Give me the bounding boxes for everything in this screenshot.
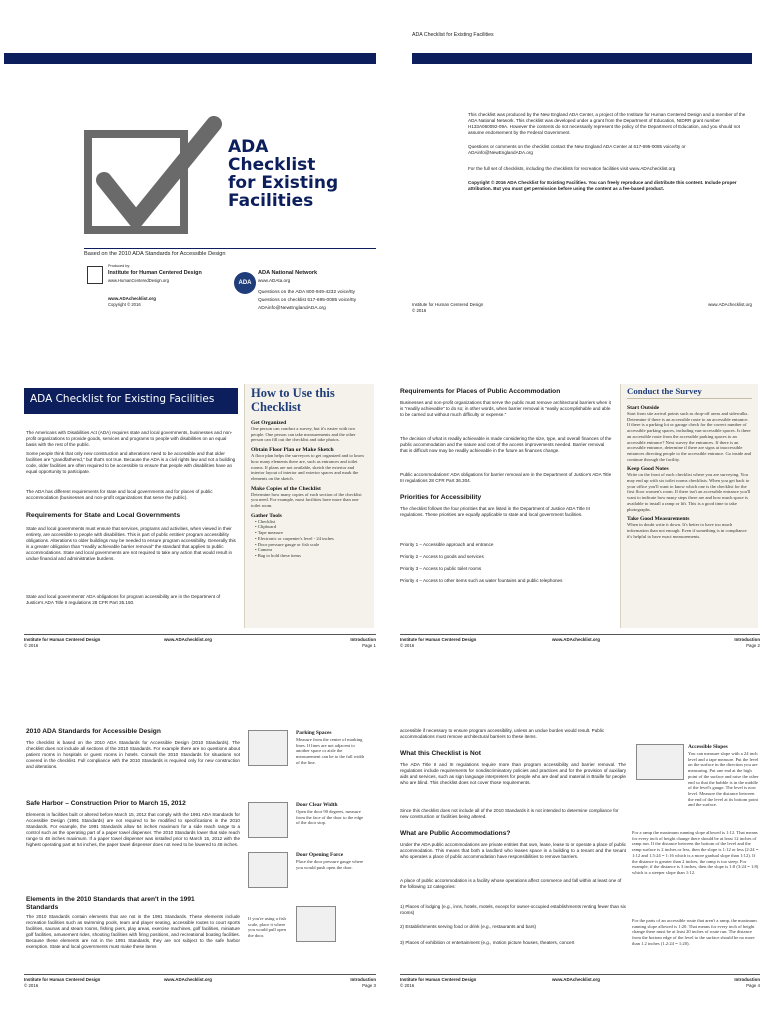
callout-fish-scale-text: If you're using a fish scale, place it where you would pull open the door. xyxy=(248,916,286,939)
page2-p3: Public accommodations' ADA obligations for barrier removal are in the Department of Justice's ADA Title III regulations 28 CFR Part 36.304. xyxy=(400,472,612,483)
page4-h1: What this Checklist is Not xyxy=(400,750,481,757)
footer-center: www.ADAchecklist.org xyxy=(552,977,600,982)
parking-measure-illustration xyxy=(248,730,288,766)
list-item: • Tape measure xyxy=(255,530,283,536)
cover-top-bar xyxy=(4,53,376,64)
page3-h1: 2010 ADA Standards for Accessible Design xyxy=(26,728,161,735)
sidebar-title: Conduct the Survey xyxy=(627,386,752,399)
list-item: • Clipboard xyxy=(255,524,277,530)
slope-measure-illustration xyxy=(636,744,684,780)
footer-center: www.ADAchecklist.org xyxy=(164,977,212,982)
list-item: • Camera xyxy=(255,547,273,553)
tool-7: Bag to hold these items xyxy=(257,552,301,558)
tool-2: Clipboard xyxy=(257,524,277,530)
info-para3: For the full set of checklists, including the checklists for recreation facilities visit www.ADAchecklist.org xyxy=(468,166,676,171)
callout-door-force-text: Place the door pressure gauge where you would push open the door. xyxy=(296,859,364,870)
tools-list xyxy=(255,519,368,559)
slopes-text-2: For a ramp the maximum running slope allowed is 1:12. That means for every inch of height change there should be at least 12 inches of ramp run. If the distance between the bottom of the level and the ramp surface is 2 inches or less, then the slope is 1:12 or less (2:24 = 1:12 and 1.5:24 = 1:16 which is a more gradual slope than 1:12). If the distance is greater than 2 inches, the ramp is too steep. For example, if the distance is 3 inches, then the slope is 1:8 (3:24 = 1:8) which is a steeper slope than 1:12. xyxy=(632,830,759,875)
tool-4: Electronic or carpenter's level - 24 inches xyxy=(257,535,334,541)
sidebar-title: How to Use this Checklist xyxy=(251,386,335,414)
footer-left2: © 2016 xyxy=(24,983,39,988)
page3-p1: The checklist is based on the 2010 ADA Standards for Accessible Design (2010 Standards). The checklist does not include all sections of the 2010 Standards. For example there are no questions about patient rooms in hospitals or guest rooms in hotels. Consult the 2010 Standards for situations not covered in the checklist. Full compliance with the 2010 Standards is required only for new construction and alterations. xyxy=(26,740,240,769)
sidebar-text-2: A floor plan helps the surveyors to get organized and to know how many elements there are, such as entrances and toilet rooms. If plans are not available, sketch the exterior and interior layout of interior and exterior spaces and mark the elements on the sketch. xyxy=(251,453,365,481)
footer-center: www.ADAchecklist.org xyxy=(552,637,600,642)
sidebar-heading-4: Gather Tools xyxy=(251,512,282,519)
sidebar-text-3: When in doubt write it down. It's better to have too much information than not enough. Even if something is in compliance it's helpful to have exact measurements. xyxy=(627,522,747,539)
page2-p2: The decision of what is readily achievable is made considering the size, type, and overall finances of the public accommodation and the nature and cost of the access improvements needed. Barrier removal that is difficult now may be readily achievable in the future as finances change. xyxy=(400,436,612,453)
page4-p3: Under the ADA public accommodations are private entities that own, lease, lease to or operate a place of public accommodation. This means that both a landlord who leases space in a building to a tenant and the tenant who operates a place of public accommodation have responsibilities to remove barriers. xyxy=(400,842,626,859)
sidebar-text-1: Start from site arrival points such as drop-off areas and sidewalks. Determine if there is an accessible route to an accessible entrance. If there is a parking lot or garage check for the correct number of accessible parking spaces, including van-accessible spaces. Is there an accessible route from the accessible parking spaces to an accessible entrance? Next survey the entrances. If there is an accessible entrance, determine if there are signs at inaccessible entrances directing people to the accessible entrance. Go inside and continue through the facility. xyxy=(627,411,751,462)
page2-p1: Businesses and non-profit organizations that serve the public must remove architectural barriers when it is "readily achievable" to do so; in other words, when barrier removal is "easily accomplishable and able to be carried out without much difficulty or expense." xyxy=(400,400,611,417)
tool-1: Checklist xyxy=(257,518,276,524)
category-item-2: 2) Establishments serving food or drink (e.g., restaurants and bars) xyxy=(400,924,537,929)
callout-door-width-text: Open the door 90 degrees, measure from the face of the door to the edge of the door stop. xyxy=(296,809,364,826)
page4-p0: accessible if necessary to ensure program accessibility, unless an undue burden would result. Public accommodations must remove architectural barriers to these items. xyxy=(400,728,605,739)
info-top-bar xyxy=(412,53,752,64)
category-item-3: 3) Places of exhibition or entertainment (e.g., motion picture houses, theaters, concert xyxy=(400,940,575,945)
footer-right: Introduction xyxy=(350,637,376,642)
footer-left: Institute for Human Centered Design xyxy=(412,302,484,307)
page1-p4: State and local governments must ensure that services, programs and activities, when viewed in their entirety, are accessible to people with disabilities. This is part of public entities' program accessibility obligations. Alterations to older buildings may be needed to ensure program accessibility. Generally this is a greater obligation than "readily achievable barrier removal" the standard that applies to public accommodations. State and local governments are not required to take any action that would result in undue financial and administrative burdens. xyxy=(26,526,236,561)
slopes-heading: Accessible Slopes xyxy=(688,744,728,750)
page4-h2: What are Public Accommodations? xyxy=(400,830,511,837)
callout-parking-heading: Parking Spaces xyxy=(296,730,332,736)
page2-sidebar xyxy=(620,384,758,628)
page3-p3: The 2010 Standards contain elements that are not in the 1991 Standards. These elements include recreation facilities such as swimming pools, team and player seating, accessible routes to court sports facilities, saunas and steam rooms, fishing piers, play areas, exercise machines, golf facilities, miniature golf facilities, amusement rides, shooting facilities with firing positions, and recreational boating facilities. Because these elements are not in the 1991 Standards, they are not subject to the safe harbor exemption. State and local governments must make these items xyxy=(26,914,240,949)
cover-title-line4: Facilities xyxy=(228,191,314,211)
tool-5: Door pressure gauge or fish scale xyxy=(257,541,320,547)
cover-page xyxy=(4,10,376,311)
info-para2: Questions or comments on the checklist contact the New England ADA Center at 617-695-0085 voice/tty or ADAinfo@NewEnglandADA.org xyxy=(468,144,686,155)
footer-right2: Page 2 xyxy=(746,643,760,648)
page3-p2: Elements in facilities built or altered before March 15, 2012 that comply with the 1991 ADA Standards for Accessible Design (1991 Standards) are not required to be modified to specifications in the 2010 Standards. For example, the 1991 Standards allow 54 inches maximum for a side reach range to a control such as the operating part of a paper towel dispenser. The 2010 Standards lower that side reach range to 48 inches maximum. If a paper towel dispenser was installed prior to March 15, 2012 with the highest operating part at 54 inches, the paper towel dispenser does not need to be lowered to 48 inches. xyxy=(26,812,240,847)
page1-footer xyxy=(24,634,376,648)
page4-p1: The ADA Title II and III regulations require more than program accessibility and barrier removal. The regulations include requirements for nondiscriminatory policies and practices and for the provision of auxiliary aids and services, such as sign language interpreters for people who are deaf and material in Braille for people who are blind. This checklist does not cover those requirements. xyxy=(400,762,626,785)
page4-footer xyxy=(400,974,760,988)
page-2 xyxy=(392,380,764,652)
list-item: • Electronic or carpenter's level - 24 inches xyxy=(255,535,334,541)
cover-title-line2: Checklist xyxy=(228,155,316,175)
footer-right: Introduction xyxy=(734,637,760,642)
page1-p2: Some people think that only new construction and alterations need to be accessible and that older facilities are "grandfathered," but that's not true. Because the ADA is a civil rights law and not a building code, older facilities are often required to be accessible to ensure that people with disabilities have an equal opportunity to participate. xyxy=(26,451,236,474)
footer-left2: © 2016 xyxy=(412,308,427,313)
sidebar-text-1: One person can conduct a survey, but it's easier with two people. One person can take measurements and the other person can fill out the checklist and take photos. xyxy=(251,426,356,443)
callout-door-width-heading: Door Clear Width xyxy=(296,802,338,808)
footer-left: Institute for Human Centered Design xyxy=(24,637,101,642)
contact-email: ADAinfo@NewEnglandADA.org xyxy=(258,306,326,311)
page2-h2: Priorities for Accessibility xyxy=(400,494,482,501)
sidebar-heading-3: Take Good Measurements xyxy=(627,516,690,523)
footer-right2: Page 1 xyxy=(362,643,376,648)
cover-title xyxy=(228,138,338,210)
cover-based-on: Based on the 2010 ADA Standards for Accessible Design xyxy=(84,248,376,257)
callout-parking-text: Measure from the center of marking lines. If lines are not adjacent to another space or aisle the measurement can be to the full width of the line. xyxy=(296,737,365,765)
footer-left2: © 2016 xyxy=(24,643,39,648)
page-3 xyxy=(4,720,376,1002)
fish-scale-illustration xyxy=(296,906,336,942)
page4-p4: A place of public accommodation is a facility whose operations affect commerce and fall within at least one of the following 12 categories: xyxy=(400,878,622,889)
footer-center: www.ADAchecklist.org xyxy=(164,637,212,642)
page3-footer xyxy=(24,974,376,988)
checkmark-logo-icon xyxy=(84,120,224,245)
footer-left: Institute for Human Centered Design xyxy=(400,637,477,642)
door-width-illustration xyxy=(248,802,288,838)
callout-door-force-heading: Door Opening Force xyxy=(296,852,344,858)
page3-h3: Elements in the 2010 Standards that aren't in the 1991 Standards xyxy=(26,896,195,911)
footer-left2: © 2016 xyxy=(400,643,415,648)
sidebar-heading-2: Obtain Floor Plan or Make Sketch xyxy=(251,447,334,454)
page3-h2: Safe Harbor – Construction Prior to March 15, 2012 xyxy=(26,800,186,807)
footer-right2: Page 3 xyxy=(362,983,376,988)
slopes-text-3: For the parts of an accessible route that aren't a ramp, the maximum running slope allowed is 1:20. That means for every inch of height change there must be at least 20 inches of route run. The distance from the bottom edge of the level to the surface should be no more than 1.2 inches (1.2:24 = 1:20). xyxy=(632,918,757,946)
footer-left2: © 2016 xyxy=(400,983,415,988)
info-para1: This checklist was produced by the New England ADA Center, a project of the Institute for Human Centered Design and a member of the ADA National Network. This checklist was developed under a grant from the Department of Education, NIDRR grant number H133A060092-09A. However the contents do not necessarily represent the policy of the Department of Education, and you should not assume endorsement by the Federal Government. xyxy=(468,112,746,135)
priority-3: Priority 3 – Access to public toilet rooms xyxy=(400,566,482,571)
footer-left: Institute for Human Centered Design xyxy=(24,977,101,982)
slopes-text-1: You can measure slope with a 24 inch level and a tape measure. Put the level on the surface in the direction you are measuring. Put one end at the high point of the surface and raise the other end so that the bubble is in the middle of the level's gauge. The level is now level. Measure the distance between the end of the level at its bottom point and the surface. xyxy=(688,751,759,808)
footer-right: Introduction xyxy=(734,977,760,982)
sidebar-text-2: Write on the front of each checklist where you are surveying. You may end up with six toilet rooms checklists. When you get back to your office you'll want to know which one is the checklist for the first floor women's room. If there isn't an accessible entrance you'll want to indicate how many steps there are and how much space is available to install a ramp or lift. This is a good time to take photographs. xyxy=(627,472,751,512)
page-1 xyxy=(4,380,376,652)
produced-by: Produced by: xyxy=(108,264,131,268)
page2-footer xyxy=(400,634,760,648)
page2-h1: Requirements for Places of Public Accommodation xyxy=(400,388,561,395)
list-item: • Door pressure gauge or fish scale xyxy=(255,541,320,547)
footer-left: Institute for Human Centered Design xyxy=(400,977,477,982)
cover-title-line3: for Existing xyxy=(228,173,339,193)
page1-banner xyxy=(24,388,238,414)
page1-banner-title: ADA Checklist for Existing Facilities xyxy=(30,393,215,405)
priority-4: Priority 4 – Access to other items such as water fountains and public telephones xyxy=(400,578,563,583)
sidebar-heading-1: Start Outside xyxy=(627,405,660,411)
ihcd-url: www.HumanCenteredDesign.org xyxy=(108,278,169,283)
door-force-illustration xyxy=(248,852,288,888)
ada-network-url: www.ADAta.org xyxy=(258,278,291,283)
page4-p2: Since this checklist does not include all of the 2010 Standards it is not intended to determine compliance for new construction or facilities being altered. xyxy=(400,808,619,819)
ada-network-logo-icon: ADA xyxy=(234,272,256,294)
ihcd-name: Institute for Human Centered Design xyxy=(108,270,202,276)
tool-3: Tape measure xyxy=(257,530,283,536)
list-item: • Bag to hold these items xyxy=(255,552,301,558)
contact-ada: Questions on the ADA 800-949-4232 voice/tty xyxy=(258,290,356,295)
cover-title-line1: ADA xyxy=(228,137,269,157)
page-4 xyxy=(392,720,764,1002)
footer-right: Introduction xyxy=(350,977,376,982)
category-item-1: 1) Places of lodging (e.g., inns, hotels, motels, except for owner-occupied establishments renting fewer than six rooms) xyxy=(400,904,626,915)
list-item: • Checklist xyxy=(255,518,276,524)
footer-right: www.ADAchecklist.org xyxy=(708,302,752,307)
running-head: ADA Checklist for Existing Facilities xyxy=(412,32,494,38)
sidebar-heading-3: Make Copies of the Checklist xyxy=(251,485,321,492)
cover-copyright: Copyright © 2016 xyxy=(108,302,141,307)
tool-6: Camera xyxy=(257,547,273,553)
contact-checklist: Questions on checklist 617-695-0085 voice/tty xyxy=(258,298,357,303)
sidebar-text-3: Determine how many copies of each section of the checklist you need. For example, most facilities have more than one toilet room. xyxy=(251,491,362,509)
sidebar-heading-2: Keep Good Notes xyxy=(627,466,669,473)
info-para4: Copyright © 2016 ADA Checklist for Existing Facilities. You can freely reproduce and distribute this content. Include proper attribution. But you must get permission before using the content as a fee-based product. xyxy=(468,180,737,191)
page2-p4: The checklist follows the four priorities that are listed in the Department of Justice ADA Title III regulations. These priorities are equally applicable to state and local government facilities. xyxy=(400,506,590,517)
page1-p3: The ADA has different requirements for state and local governments and for places of public accommodation (businesses and non-profit organizations that serve the public). xyxy=(26,489,213,500)
info-page xyxy=(392,10,764,320)
sidebar-heading-1: Get Organized xyxy=(251,420,287,426)
ada-network-name: ADA National Network xyxy=(258,270,318,276)
ihcd-logo-icon xyxy=(87,266,103,284)
page1-sidebar xyxy=(244,384,374,628)
page1-h1: Requirements for State and Local Governments xyxy=(26,512,181,519)
page1-p5: State and local governments' ADA obligations for program accessibility are in the Department of Justice's ADA Title II regulations 28 CFR Part 35.150. xyxy=(26,594,221,605)
page1-p1: The Americans with Disabilities Act (ADA) requires state and local governments, businesses and non-profit organizations to provide goods, services and programs to people with disabilities on an equal basis with the rest of the public. xyxy=(26,430,233,447)
priority-1: Priority 1 – Accessible approach and entrance xyxy=(400,542,494,547)
footer-right2: Page 4 xyxy=(746,983,760,988)
checklist-url: www.ADAchecklist.org xyxy=(108,296,156,301)
priority-2: Priority 2 – Access to goods and services xyxy=(400,554,484,559)
